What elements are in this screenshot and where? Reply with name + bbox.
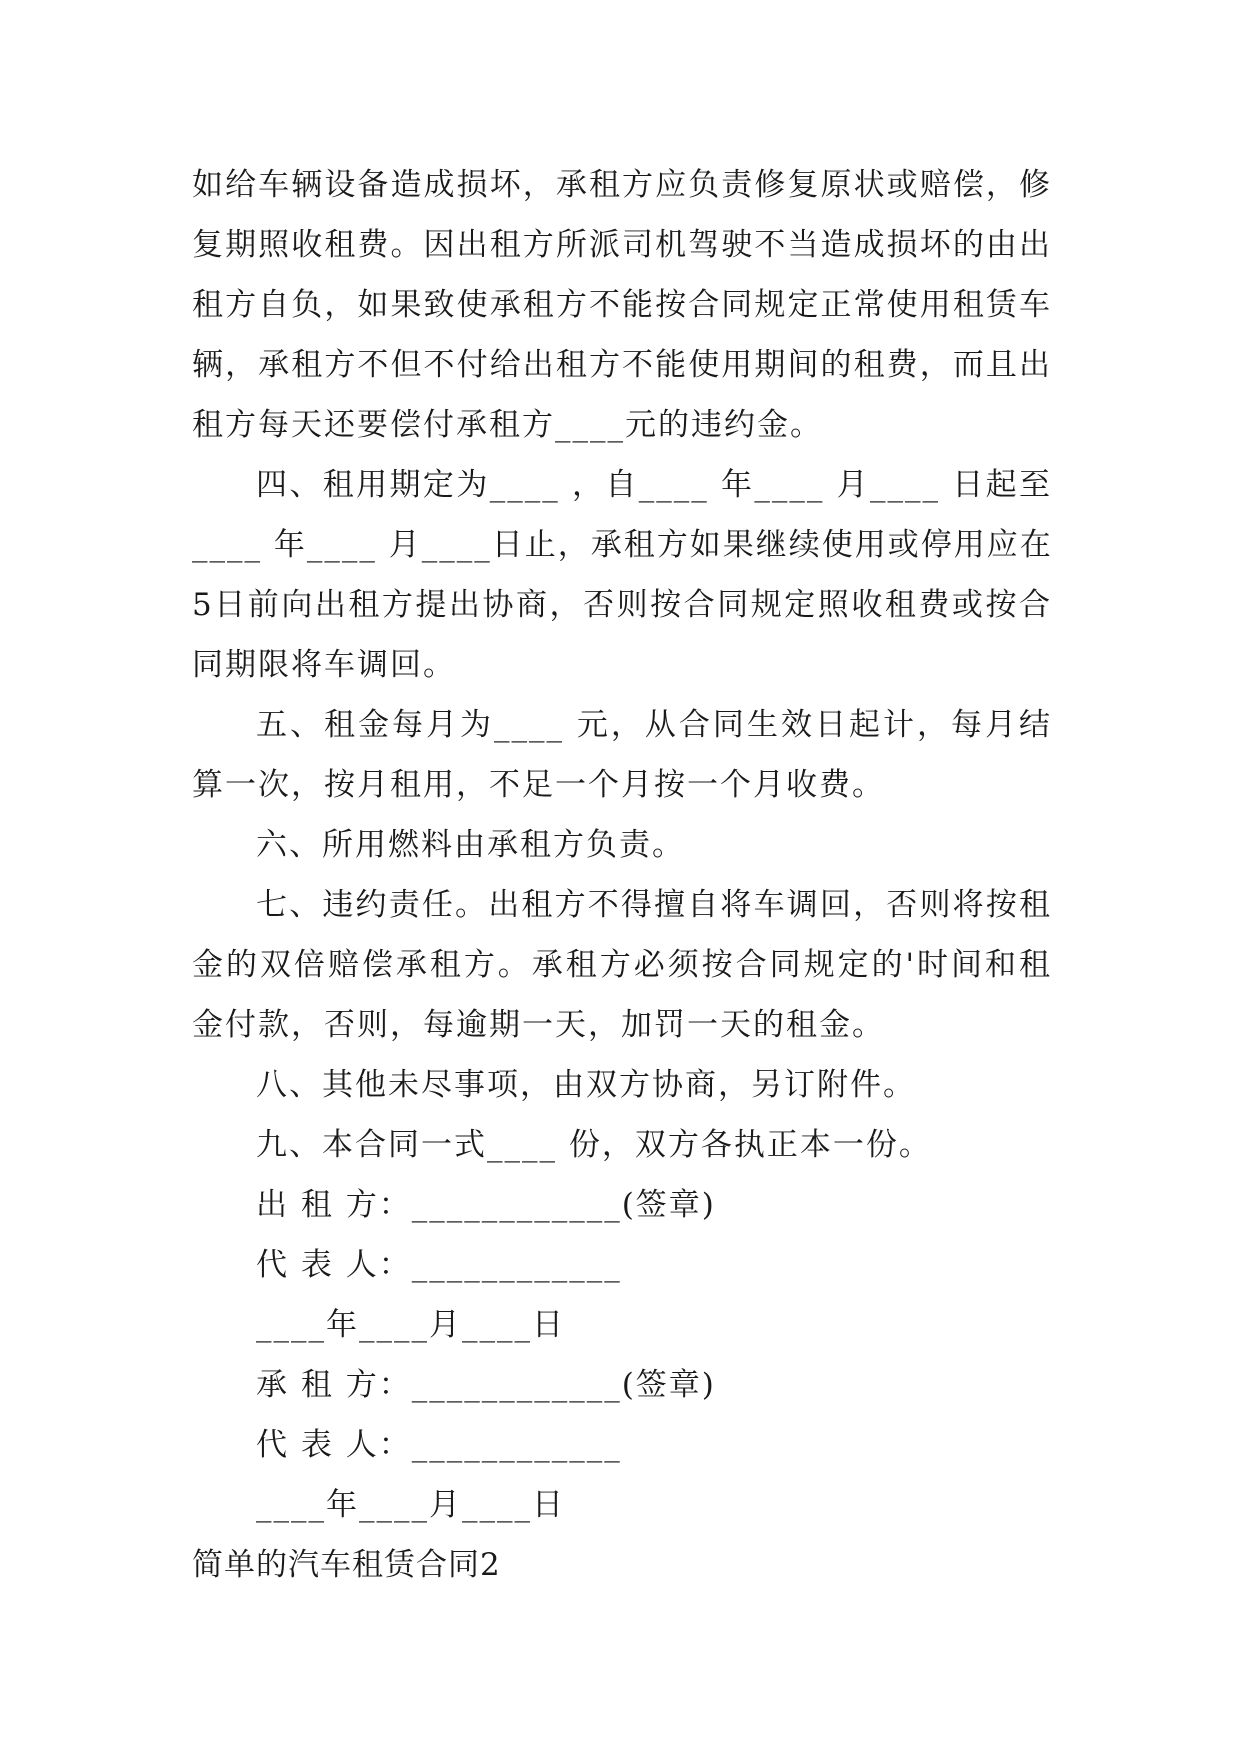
clause-4-line: 同期限将车调回。 [192, 647, 456, 683]
clause-8-line: 八、其他未尽事项，由双方协商，另订附件。 [256, 1067, 916, 1103]
clause-7-line: 金付款，否则，每逾期一天，加罚一天的租金。 [192, 1007, 885, 1043]
lessee-signature-line: 承 租 方：____________(签章) [256, 1367, 716, 1403]
body-line: 租方自负，如果致使承租方不能按合同规定正常使用租赁车 [192, 287, 1052, 323]
body-line: 租方每天还要偿付承租方____元的违约金。 [192, 407, 823, 443]
lessor-representative-line: 代 表 人：____________ [256, 1247, 622, 1283]
section-heading: 简单的汽车租赁合同2 [192, 1547, 501, 1583]
clause-5-line: 算一次，按月租用，不足一个月按一个月收费。 [192, 767, 885, 803]
clause-7-line: 金的双倍赔偿承租方。承租方必须按合同规定的'时间和租 [192, 947, 1052, 983]
lessee-representative-line: 代 表 人：____________ [256, 1427, 622, 1463]
clause-4-line: 5日前向出租方提出协商，否则按合同规定照收租费或按合 [192, 587, 1052, 623]
clause-5-line: 五、租金每月为____ 元，从合同生效日起计，每月结 [256, 707, 1052, 743]
lessor-date-line: ____年____月____日 [256, 1307, 565, 1343]
body-line: 复期照收租费。因出租方所派司机驾驶不当造成损坏的由出 [192, 227, 1052, 263]
body-line: 辆，承租方不但不付给出租方不能使用期间的租费，而且出 [192, 347, 1052, 383]
body-line: 如给车辆设备造成损坏，承租方应负责修复原状或赔偿，修 [192, 167, 1052, 203]
lessor-signature-line: 出 租 方：____________(签章) [256, 1187, 716, 1223]
lessee-date-line: ____年____月____日 [256, 1487, 565, 1523]
clause-9-line: 九、本合同一式____ 份，双方各执正本一份。 [256, 1127, 932, 1163]
clause-4-line: ____ 年____ 月____日止，承租方如果继续使用或停用应在 [192, 527, 1053, 563]
clause-6-line: 六、所用燃料由承租方负责。 [256, 827, 685, 863]
clause-4-line: 四、租用期定为____ ，自____ 年____ 月____ 日起至 [256, 467, 1052, 503]
clause-7-line: 七、违约责任。出租方不得擅自将车调回，否则将按租 [256, 887, 1052, 923]
